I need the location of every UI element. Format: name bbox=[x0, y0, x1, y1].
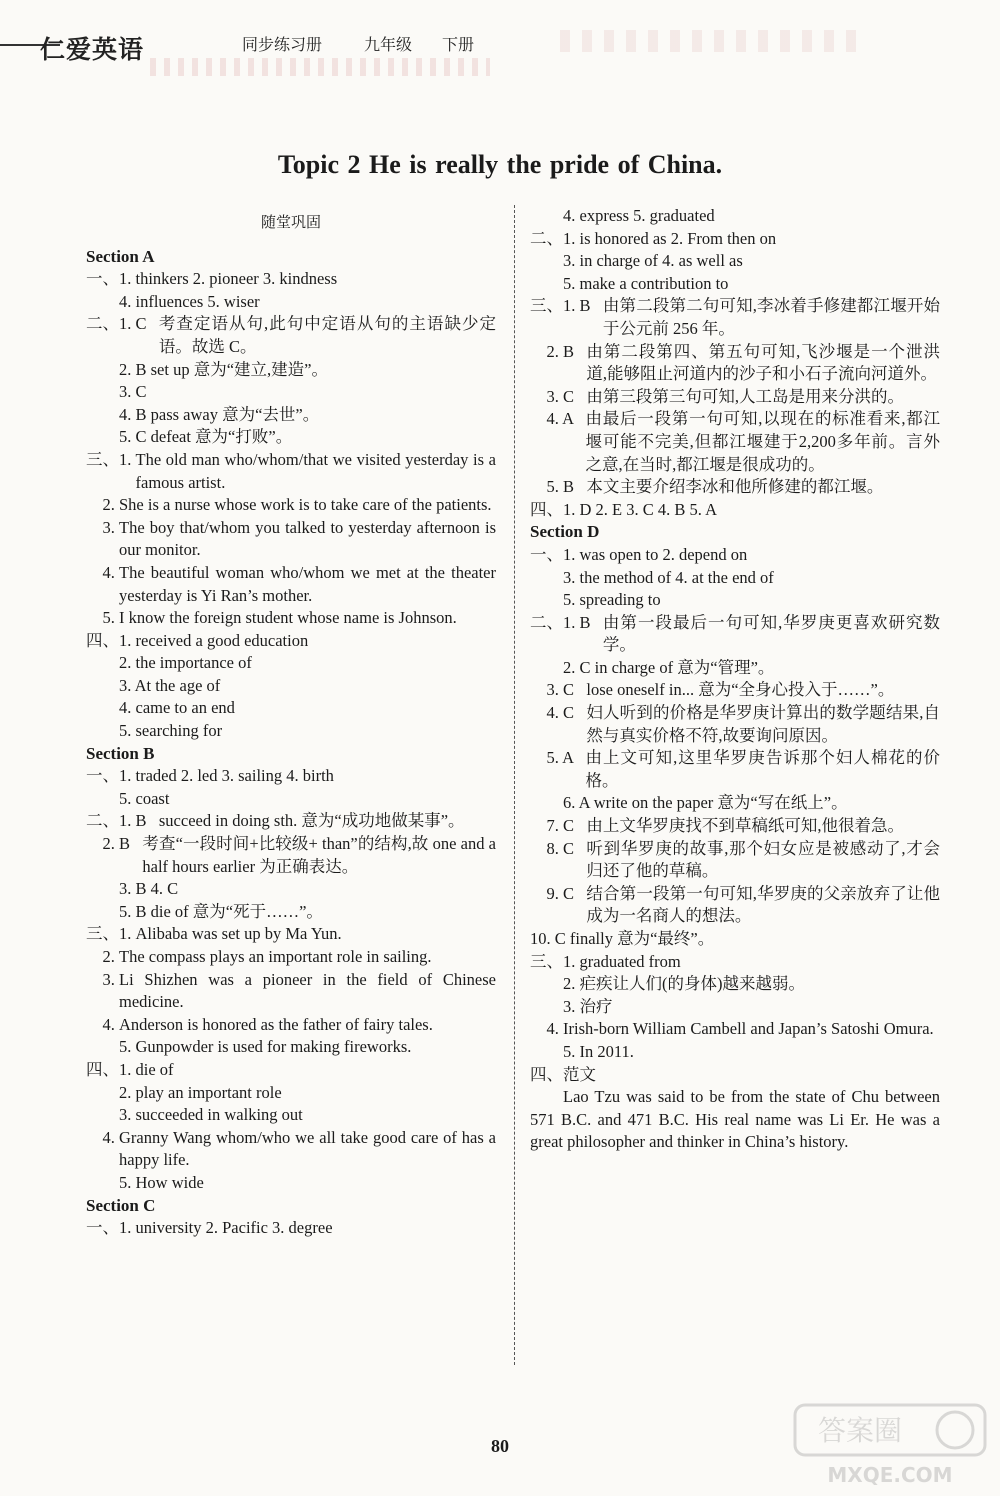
left-answers bbox=[86, 246, 496, 1240]
answer-line: 一、1. was open to 2. depend on bbox=[530, 544, 748, 564]
answer-line: 一、1. university 2. Pacific 3. degree bbox=[86, 1218, 333, 1238]
answer-line: 3. B 4. C bbox=[86, 879, 179, 899]
answer-line: 2. B set up 意为“建立,建造”。 bbox=[86, 359, 328, 379]
answer-item bbox=[530, 883, 940, 928]
section-heading: Section C bbox=[86, 1195, 156, 1215]
answer-label: 3. C bbox=[530, 386, 587, 406]
answer-line: 2. 疟疾让人们(的身体)越来越弱。 bbox=[530, 974, 805, 994]
right-column bbox=[530, 205, 940, 1154]
answer-label: 3. C bbox=[530, 680, 587, 700]
answer-text: 考查定语从句,此句中定语从句的主语缺少定语。故选 C。 bbox=[158, 314, 496, 356]
answer-line: 2. the importance of bbox=[86, 653, 252, 673]
answer-text: 结合第一段第一句可知,华罗庚的父亲放弃了让他成为一名商人的想法。 bbox=[586, 883, 940, 926]
answer-text: 由第二段第二句可知,李冰着手修建都江堰开始于公元前 256 年。 bbox=[602, 296, 940, 338]
answer-item bbox=[530, 679, 940, 702]
answer-line: 一、1. thinkers 2. pioneer 3. kindness bbox=[86, 269, 338, 289]
answer-line: 二、1. is honored as 2. From then on bbox=[530, 228, 777, 248]
answer-text: The boy that/whom you talked to yesterday afternoon is our monitor. bbox=[119, 517, 496, 560]
answer-item bbox=[86, 969, 496, 1014]
answer-line: 4. influences 5. wiser bbox=[86, 291, 260, 311]
section-heading: Section B bbox=[86, 743, 155, 763]
answer-label: 4. A bbox=[530, 409, 586, 429]
answer-item bbox=[86, 946, 496, 969]
watermark-text: 答案圈 bbox=[817, 1414, 903, 1447]
answer-line: 一、1. traded 2. led 3. sailing 4. birth bbox=[86, 766, 334, 786]
answer-text: I know the foreign student whose name is Johnson. bbox=[119, 608, 457, 628]
answer-line: 四、1. D 2. E 3. C 4. B 5. A bbox=[530, 499, 718, 519]
answer-line: 5. coast bbox=[86, 788, 170, 808]
answer-line: 四、1. die of bbox=[86, 1059, 174, 1079]
answer-text: 由上文可知,这里华罗庚告诉那个妇人棉花的价格。 bbox=[585, 748, 940, 790]
section-heading: Section D bbox=[530, 522, 600, 542]
book-name: 同步练习册 bbox=[242, 35, 323, 54]
answer-text: 由第一段最后一句可知,华罗庚更喜欢研究数学。 bbox=[602, 612, 940, 655]
answer-text: She is a nurse whose work is to take care of the patients. bbox=[119, 495, 492, 515]
answer-item bbox=[530, 386, 940, 409]
answer-text: The compass plays an important role in sailing. bbox=[119, 947, 432, 966]
answer-text: 由最后一段第一句可知,以现在的标准看来,都江堰可能不完美,但都江堰建于2,200多年前。言外之意,在当时,都江堰是很成功的。 bbox=[585, 409, 940, 474]
answer-line: 5. spreading to bbox=[530, 590, 661, 610]
answer-line: 10. C finally 意为“最终”。 bbox=[530, 929, 715, 948]
right-answers bbox=[530, 205, 940, 1154]
answer-label: 2. B bbox=[530, 341, 587, 361]
answer-text: 考查“一段时间+比较级+ than”的结构,故 one and a half hours earlier 为正确表达。 bbox=[142, 834, 496, 876]
answer-line: 三、1. graduated from bbox=[530, 951, 681, 971]
left-column bbox=[86, 205, 496, 1240]
answer-line: 4. express 5. graduated bbox=[530, 206, 715, 225]
answer-line: 6. A write on the paper 意为“写在纸上”。 bbox=[530, 793, 848, 813]
answer-label: 5. A bbox=[530, 748, 586, 768]
answer-text: Anderson is honored as the father of fairy tales. bbox=[119, 1014, 433, 1034]
answer-line: 5. How wide bbox=[86, 1172, 204, 1192]
answer-item bbox=[530, 612, 940, 657]
answer-text: lose oneself in... 意为“全身心投入于……”。 bbox=[586, 680, 895, 700]
answer-line: 4. came to an end bbox=[86, 698, 235, 718]
answer-line: 3. At the age of bbox=[86, 675, 221, 695]
answer-line: 5. B die of 意为“死于……”。 bbox=[86, 901, 323, 921]
answer-line: 5. Gunpowder is used for making fireworks. bbox=[86, 1037, 412, 1057]
answer-item bbox=[86, 313, 496, 358]
topic-title: Topic 2 He is really the pride of China. bbox=[277, 150, 723, 179]
answer-line: 2. play an important role bbox=[86, 1082, 282, 1102]
section-heading: Section A bbox=[86, 246, 155, 266]
answer-line: 5. make a contribution to bbox=[530, 273, 729, 293]
answer-text: Irish-born William Cambell and Japan’s Satoshi Omura. bbox=[563, 1019, 934, 1039]
grade-label: 九年级 bbox=[364, 35, 413, 54]
answer-label: 二、1. C bbox=[86, 314, 159, 334]
answer-label: 4. bbox=[86, 1014, 119, 1034]
answer-item bbox=[86, 1127, 496, 1172]
answer-item bbox=[530, 295, 940, 340]
answer-text: Granny Wang whom/who we all take good care of has a happy life. bbox=[119, 1127, 496, 1170]
answer-line: 3. C bbox=[86, 382, 147, 402]
brand-logo: 仁爱英语 bbox=[40, 35, 145, 64]
answer-line: 2. C in charge of 意为“管理”。 bbox=[530, 657, 775, 677]
answer-line: 5. searching for bbox=[86, 721, 223, 741]
answer-label: 4. C bbox=[530, 703, 587, 723]
page-header bbox=[0, 0, 1000, 80]
answer-line: 3. the method of 4. at the end of bbox=[530, 567, 774, 587]
answer-item bbox=[86, 517, 496, 562]
answer-label: 3. bbox=[86, 969, 119, 989]
answer-item bbox=[530, 1018, 940, 1041]
answer-text: 本文主要介绍李冰和他所修建的都江堰。 bbox=[586, 477, 884, 497]
answer-text: 妇人听到的价格是华罗庚计算出的数学题结果,自然与真实价格不符,故要询问原因。 bbox=[586, 703, 940, 745]
answer-line: 三、1. Alibaba was set up by Ma Yun. bbox=[86, 924, 342, 944]
answer-label: 3. bbox=[86, 517, 119, 537]
answer-item bbox=[86, 1014, 496, 1037]
answer-label: 8. C bbox=[530, 838, 587, 858]
answer-label: 5. bbox=[86, 608, 119, 628]
answer-label: 二、1. B bbox=[530, 612, 603, 632]
header-decoration-right bbox=[560, 30, 860, 52]
watermark-url: MXQE.COM bbox=[827, 1463, 953, 1487]
answer-item bbox=[86, 494, 496, 517]
answer-label: 9. C bbox=[530, 883, 587, 903]
answer-line: 3. 治疗 bbox=[530, 996, 613, 1016]
answer-label: 4. bbox=[530, 1019, 563, 1039]
answer-line: 四、范文 bbox=[530, 1064, 596, 1084]
answer-item bbox=[86, 833, 496, 878]
answer-item bbox=[86, 562, 496, 607]
answer-text: succeed in doing sth. 意为“成功地做某事”。 bbox=[158, 811, 465, 831]
answer-item bbox=[530, 838, 940, 883]
answer-label: 7. C bbox=[530, 816, 587, 836]
answer-item bbox=[86, 607, 496, 630]
answer-line: 3. in charge of 4. as well as bbox=[530, 251, 743, 271]
answer-item bbox=[86, 449, 496, 494]
answer-label: 4. bbox=[86, 562, 119, 582]
answer-item bbox=[530, 702, 940, 747]
header-decoration bbox=[150, 58, 490, 76]
answer-item bbox=[530, 476, 940, 499]
answer-line: 4. B pass away 意为“去世”。 bbox=[86, 404, 320, 424]
answer-text: The old man who/whom/that we visited yesterday is a famous artist. bbox=[135, 449, 496, 492]
answer-label: 2. bbox=[86, 947, 119, 966]
answer-text: 由第三段第三句可知,人工岛是用来分洪的。 bbox=[586, 386, 905, 406]
column-divider bbox=[514, 205, 515, 1365]
answer-line: 四、1. received a good education bbox=[86, 630, 309, 650]
volume-label: 下册 bbox=[442, 35, 475, 54]
answer-item bbox=[530, 815, 940, 838]
answer-item bbox=[86, 810, 496, 833]
answer-text: Li Shizhen was a pioneer in the field of Chinese medicine. bbox=[119, 969, 496, 1012]
answer-label: 2. B bbox=[86, 834, 143, 854]
answer-text: 听到华罗庚的故事,那个妇女应是被感动了,才会归还了他的草稿。 bbox=[586, 838, 940, 881]
answer-line: 5. In 2011. bbox=[530, 1041, 634, 1061]
subheading: 随堂巩固 bbox=[260, 213, 321, 231]
answer-item bbox=[530, 408, 940, 476]
sample-essay: Lao Tzu was said to be from the state of Chu between 571 B.C. and 471 B.C. His real name was Li Er. He was a great philosopher and thinker in China’s history. bbox=[530, 1087, 940, 1152]
answer-label: 三、1. B bbox=[530, 296, 603, 316]
answer-item bbox=[530, 341, 940, 386]
answer-label: 三、1. bbox=[86, 449, 136, 469]
answer-line: 5. C defeat 意为“打败”。 bbox=[86, 427, 293, 447]
answer-text: 由上文华罗庚找不到草稿纸可知,他很着急。 bbox=[586, 816, 905, 836]
page-number: 80 bbox=[491, 1436, 509, 1456]
answer-label: 2. bbox=[86, 495, 119, 515]
answer-text: 由第二段第四、第五句可知,飞沙堰是一个泄洪道,能够阻止河道内的沙子和小石子流向河道外。 bbox=[586, 341, 940, 384]
answer-text: The beautiful woman who/whom we met at the theater yesterday is Yi Ran’s mother. bbox=[119, 562, 496, 605]
answer-label: 5. B bbox=[530, 477, 587, 497]
answer-line: 3. succeeded in walking out bbox=[86, 1105, 303, 1125]
answer-label: 二、1. B bbox=[86, 811, 159, 831]
answer-label: 4. bbox=[86, 1127, 119, 1147]
answer-item bbox=[530, 747, 940, 792]
watermark-logo bbox=[790, 1400, 990, 1490]
